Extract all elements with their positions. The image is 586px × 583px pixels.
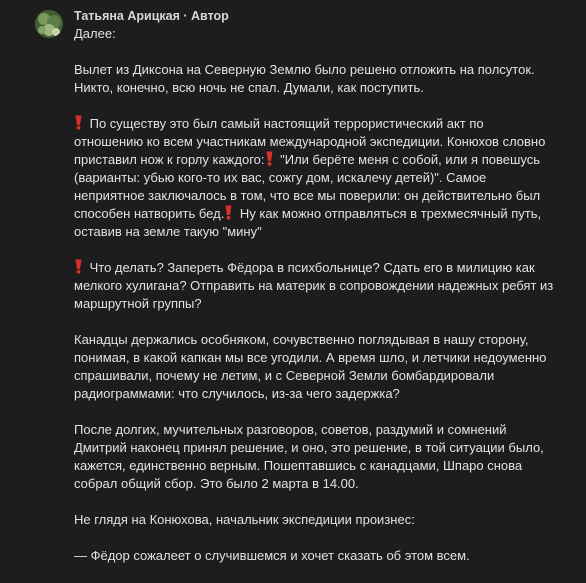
author-avatar[interactable] xyxy=(35,10,63,38)
comment-paragraph: После долгих, мучительных разговоров, советов, раздумий и сомнений Дмитрий наконец принял решение, и оно, это решение, в той ситуации было, кажется, единственно верным. Пошептавшись с канадцами, Шпаро снова собрал общий сбор. Это было 2 марта в 14.00. xyxy=(74,422,544,491)
comment-paragraph xyxy=(74,259,554,313)
paragraph-text: "Или берёте меня с собой, или я повешусь (варианты: убью кого-то их вас, сожгу дом, искалечу детей)". Самое неприятное заключалось в том, что все мы поверили: он действительно был способен натворить бед. xyxy=(74,152,541,221)
comment-text xyxy=(74,25,554,583)
exclamation-icon xyxy=(74,115,83,130)
comment-paragraph: Не глядя на Конюхова, начальник экспедиции произнес: xyxy=(74,512,415,527)
exclamation-icon xyxy=(224,205,233,220)
comment-paragraph: Канадцы держались особняком, сочувственно поглядывая в нашу сторону, понимая, в какой капкан мы все угодили. А время шло, и летчики недоуменно спрашивали, почему не летим, и с Северной Земли бомбардировали радиограммами: что случилось, из-за чего задержка? xyxy=(74,332,547,401)
exclamation-icon xyxy=(74,259,83,274)
comment-paragraph xyxy=(74,115,554,241)
paragraph-text: По существу это был самый настоящий террористический акт по отношению ко всем участникам международной экспедиции. Конюхов словно приставил нож к горлу каждого: xyxy=(74,116,546,167)
author-badge: Автор xyxy=(191,9,229,23)
comment-paragraph: Вылет из Диксона на Северную Землю было решено отложить на полсуток. Никто, конечно, всю ночь не спал. Думали, как поступить. xyxy=(74,62,535,95)
paragraph-text: Ну как можно отправляться в трехмесячный путь, оставив на земле такую "мину" xyxy=(74,206,542,239)
comment-paragraph: — Фёдор сожалеет о случившемся и хочет сказать об этом всем. xyxy=(74,548,470,563)
paragraph-text: Что делать? Запереть Фёдора в психбольнице? Сдать его в милицию как мелкого хулигана? Отправить на материк в сопровождении надежных ребят из маршрутной группы? xyxy=(74,260,554,311)
comment-paragraph: Далее: xyxy=(74,26,116,41)
exclamation-icon xyxy=(265,151,274,166)
author-separator: · xyxy=(183,9,188,23)
avatar-photo-icon xyxy=(35,10,63,38)
author-line xyxy=(74,9,229,23)
author-name[interactable]: Татьяна Арицкая xyxy=(74,9,180,23)
